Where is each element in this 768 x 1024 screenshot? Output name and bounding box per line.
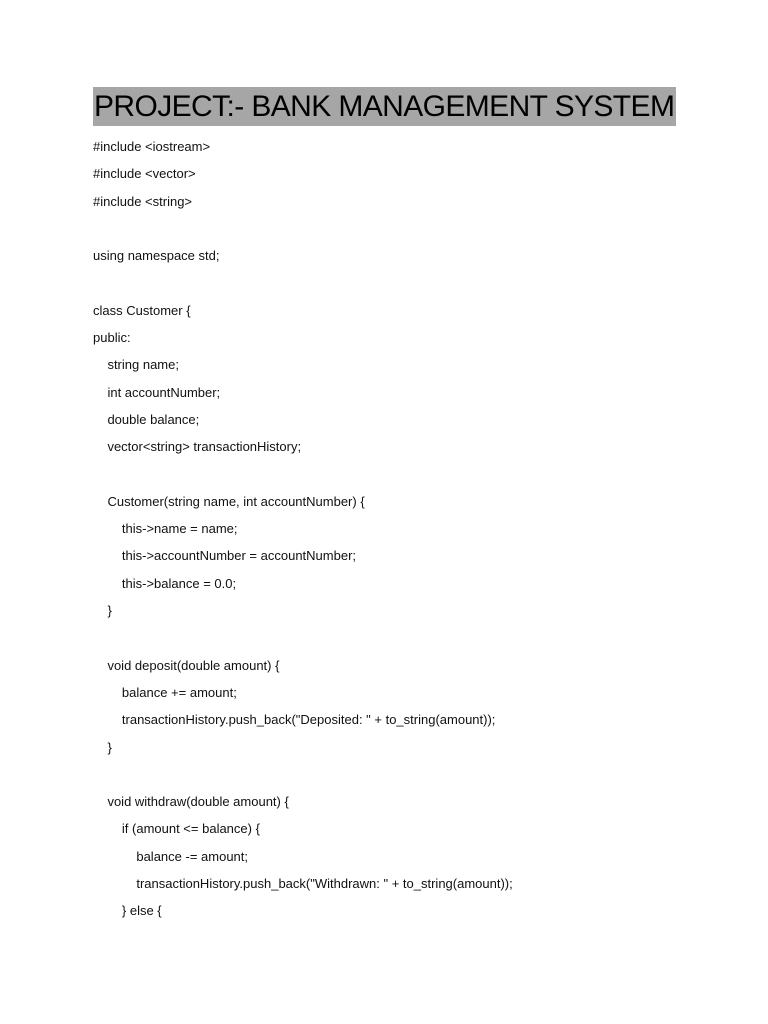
code-line: if (amount <= balance) { [93,821,260,837]
code-line: balance += amount; [93,684,237,700]
code-line: #include <string> [93,193,193,209]
code-line: using namespace std; [93,248,220,264]
code-line: #include <iostream> [93,139,211,154]
code-line: } [93,739,112,755]
code-line: this->name = name; [93,521,238,537]
code-line: this->accountNumber = accountNumber; [93,548,357,564]
code-line [93,764,733,791]
code-line: balance -= amount; [93,848,248,864]
code-line: #include <vector> [93,166,196,182]
code-line: double balance; [93,411,200,427]
code-line [93,464,733,491]
code-line: int accountNumber; [93,384,221,400]
code-line [93,272,733,299]
code-line: transactionHistory.push_back("Withdrawn: " + to_string(amount)); [93,876,513,892]
code-line: string name; [93,357,179,373]
code-line [93,218,733,245]
code-line: } else { [93,903,162,919]
page-title: PROJECT:- BANK MANAGEMENT SYSTEM [93,87,676,126]
code-line: void deposit(double amount) { [93,657,280,673]
code-line: transactionHistory.push_back("Deposited: " + to_string(amount)); [93,712,496,728]
code-line: } [93,603,112,619]
code-line: Customer(string name, int accountNumber) { [93,493,365,509]
code-line: void withdraw(double amount) { [93,794,289,810]
code-line: public: [93,330,131,346]
code-line: class Customer { [93,302,191,318]
code-block [93,136,733,928]
code-line: vector<string> transactionHistory; [93,439,302,455]
code-line [93,627,733,654]
code-line: this->balance = 0.0; [93,575,237,591]
